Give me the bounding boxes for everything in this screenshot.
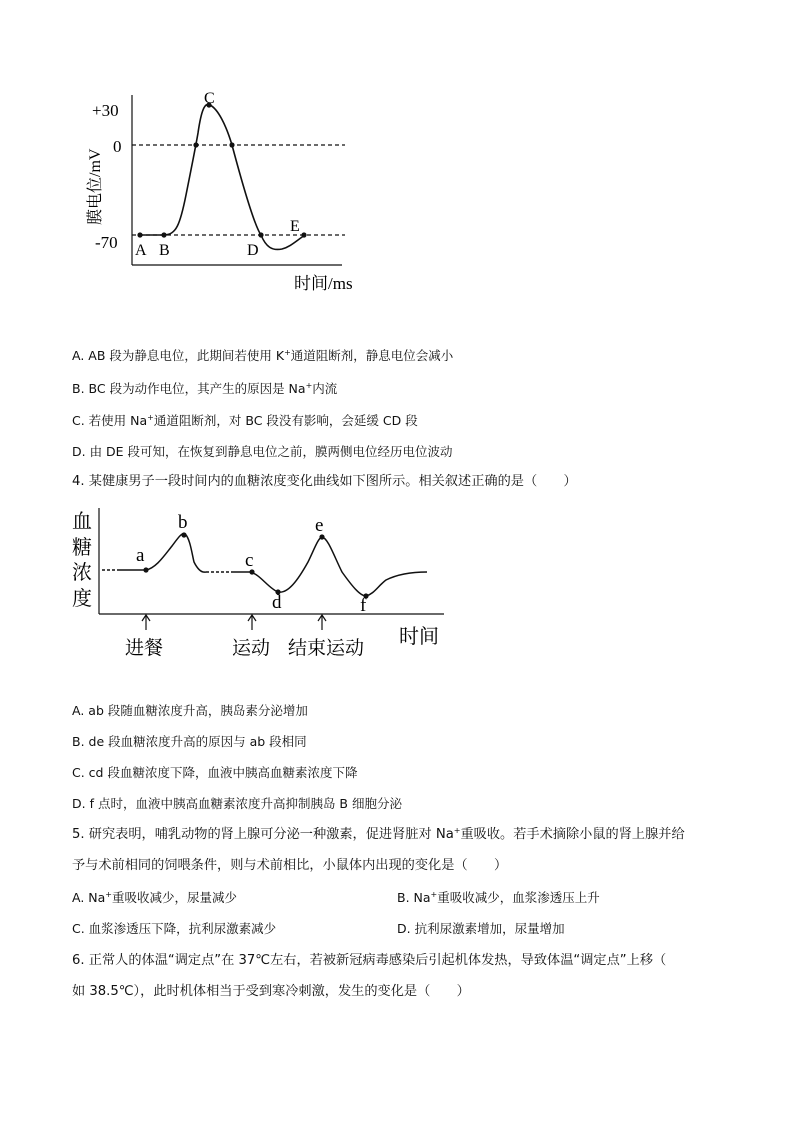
membrane-potential-figure	[80, 85, 380, 300]
q6-stem-line-2: 如 38.5℃），此时机体相当于受到寒冷刺激，发生的变化是（ ）	[72, 984, 470, 999]
label-b: b	[178, 512, 188, 533]
label-a: a	[136, 545, 145, 566]
q5-stem-line-2: 予与术前相同的饲喂条件，则与术前相比，小鼠体内出现的变化是（ ）	[72, 858, 508, 873]
y-label-char-1: 血	[72, 511, 92, 533]
y-tick-plus30: +30	[92, 101, 119, 120]
label-B: B	[159, 242, 170, 259]
q5-options-row-1	[72, 889, 722, 907]
point-zero-fall	[229, 142, 234, 147]
q5-options-row-2	[72, 920, 722, 938]
label-C: C	[204, 90, 215, 107]
point-D	[258, 232, 263, 237]
q4-option-d: D. f 点时，血液中胰高血糖素浓度升高抑制胰岛 B 细胞分泌	[72, 796, 402, 811]
point-b	[181, 532, 186, 537]
q4-option-a: A. ab 段随血糖浓度升高，胰岛素分泌增加	[72, 703, 308, 718]
event-label-exercise: 运动	[232, 638, 271, 659]
action-potential-curve	[140, 104, 305, 249]
q3-option-a: A. AB 段为静息电位，此期间若使用 K+通道阻断剂，静息电位会减小	[72, 348, 454, 363]
point-A	[137, 232, 142, 237]
event-arrow-end-exercise	[318, 615, 326, 630]
y-label-char-2: 糖	[72, 537, 92, 559]
event-label-end-exercise: 结束运动	[288, 638, 365, 659]
event-arrow-meal	[142, 615, 150, 630]
q4-stem: 4. 某健康男子一段时间内的血糖浓度变化曲线如下图所示。相关叙述正确的是（ ）	[72, 474, 577, 489]
y-label-char-4: 度	[72, 588, 92, 610]
label-D: D	[247, 242, 259, 259]
label-A: A	[135, 242, 147, 259]
q5-option-d: D. 抗利尿激素增加，尿量增加	[397, 921, 565, 936]
q5-option-c: C. 血浆渗透压下降，抗利尿激素减少	[72, 921, 277, 936]
glucose-curve-meal	[120, 534, 206, 573]
point-zero-rise	[193, 142, 198, 147]
q3-option-d: D. 由 DE 段可知，在恢复到静息电位之前，膜两侧电位经历电位波动	[72, 444, 453, 459]
event-arrow-exercise	[248, 615, 256, 630]
point-E	[301, 232, 306, 237]
q5-option-b: B. Na+重吸收减少，血浆渗透压上升	[397, 890, 600, 905]
point-a	[143, 567, 148, 572]
x-axis-label: 时间/ms	[294, 274, 353, 293]
y-label-char-3: 浓	[72, 562, 92, 584]
q4-option-c: C. cd 段血糖浓度下降，血液中胰高血糖素浓度下降	[72, 765, 358, 780]
event-label-meal: 进餐	[125, 638, 164, 659]
q3-option-b: B. BC 段为动作电位，其产生的原因是 Na+内流	[72, 381, 338, 396]
y-tick-zero: 0	[113, 137, 122, 156]
label-e: e	[315, 515, 324, 536]
glucose-curve-exercise	[232, 537, 427, 596]
q5-stem-line-1: 5. 研究表明，哺乳动物的肾上腺可分泌一种激素，促进肾脏对 Na+重吸收。若手术摘除小鼠的肾上腺并给	[72, 826, 685, 842]
y-axis-label: 膜电位/mV	[87, 148, 104, 225]
q6-stem-line-1: 6. 正常人的体温“调定点”在 37℃左右，若被新冠病毒感染后引起机体发热，导致体温“调定点”上移（	[72, 953, 667, 968]
point-B	[161, 232, 166, 237]
x-axis-label: 时间	[399, 626, 439, 648]
y-tick-minus70: -70	[95, 233, 118, 252]
q4-option-b: B. de 段血糖浓度升高的原因与 ab 段相同	[72, 734, 307, 749]
label-d: d	[272, 592, 282, 613]
blood-glucose-figure	[72, 506, 452, 666]
label-E: E	[290, 218, 300, 235]
q5-option-a: A. Na+重吸收减少，尿量减少	[72, 890, 238, 905]
label-c: c	[245, 550, 254, 571]
label-f: f	[360, 595, 367, 616]
q3-option-c: C. 若使用 Na+通道阻断剂，对 BC 段没有影响，会延缓 CD 段	[72, 413, 418, 428]
